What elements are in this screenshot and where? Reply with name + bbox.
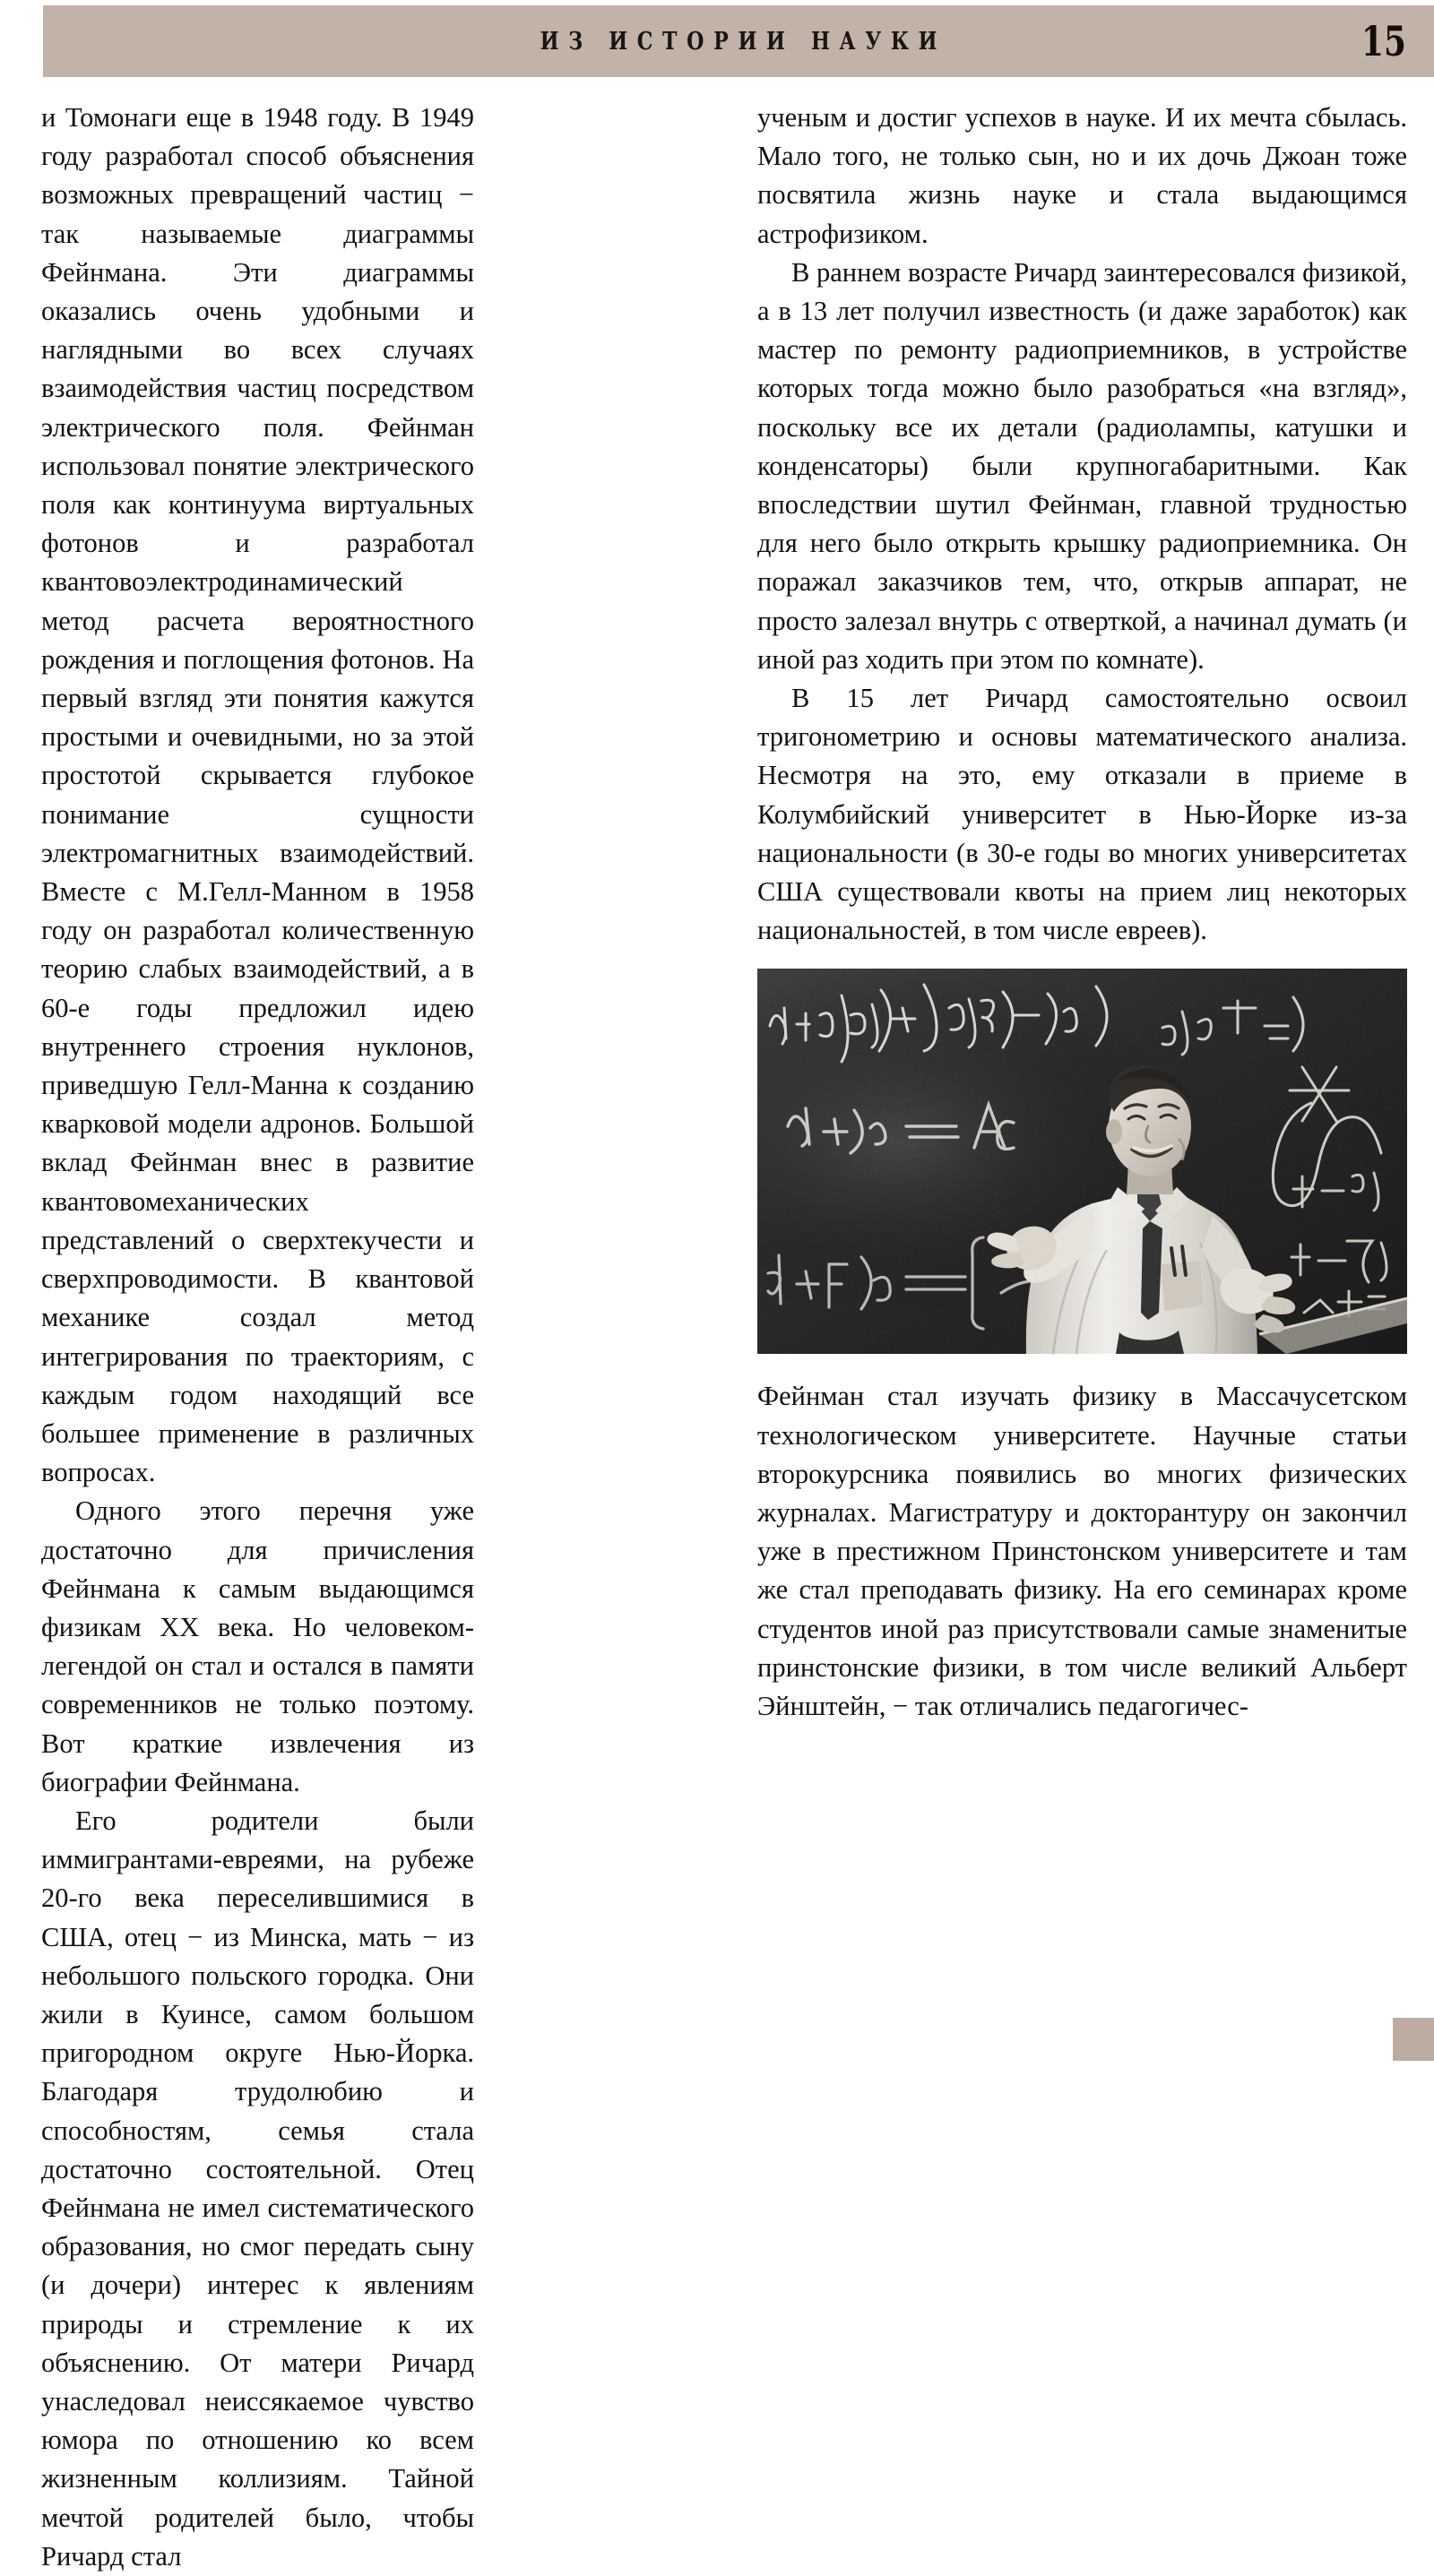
paragraph: Его родители были иммигрантами-евреями, на рубеже 20-го века переселившимися в США, отец − из Минска, мать − из небольшого польского городка. Они жили в Куинсе, самом большом пригородном округе Нью-Йорка. Благодаря трудолюбию и способностям, семья стала достаточно состоятельной. Отец Фейнмана не имел систематического образования, но смог передать сыну (и дочери) интерес к явлениям природы и стремление к их объяснению. От матери Ричард унаследовал неиссякаемое чувство юмора по отношению ко всем жизненным коллизиям. Тайной мечтой родителей было, чтобы Ричард стал	[41, 1805, 474, 2572]
text-column-left	[41, 99, 474, 2576]
paragraph: В 15 лет Ричард самостоятельно освоил тригонометрию и основы математического анализа. Несмотря на это, ему отказали в приеме в Колумбийский университет в Нью-Йорке из-за национальности (в 30-е годы во многих университетах США существовали квоты на прием лиц некоторых национальностей, в том числе евреев).	[757, 683, 1407, 946]
paragraph: В раннем возрасте Ричард заинтересовался физикой, а в 13 лет получил известность (и даже заработок) как мастер по ремонту радиоприемников, в устройстве которых тогда можно было разобраться «на взгляд», поскольку все их детали (радиолампы, катушки и конденсаторы) были крупногабаритными. Как впоследствии шутил Фейнман, главной трудностью для него было открыть крышку радиоприемника. Он поражал заказчиков тем, что, открыв аппарат, не просто залезал внутрь с отверткой, а начинал думать (и иной раз ходить при этом по комнате).	[757, 256, 1407, 675]
paragraph: Фейнман стал изучать физику в Массачусетском технологическом университете. Научные статьи второкурсника появились во многих физических журналах. Магистратуру и докторантуру он закончил уже в престижном Принстонском университете и там же стал преподавать физику. На его семинарах кроме студентов иной раз присутствовали самые знаменитые принстонские физики, в том числе великий Альберт Эйнштейн, − так отличались педагогичес-	[757, 1381, 1407, 1722]
feynman-blackboard-photo	[757, 969, 1407, 1354]
running-head	[43, 5, 1434, 77]
page-number: 15	[1361, 17, 1406, 65]
page-body	[0, 99, 1434, 2572]
running-head-title: ИЗ ИСТОРИИ НАУКИ	[540, 27, 947, 56]
page-corner-swatch	[1393, 2018, 1434, 2061]
feynman-blackboard-illustration	[757, 969, 1407, 1354]
paragraph: Одного этого перечня уже достаточно для причисления Фейнмана к самым выдающимся физикам XX века. Но человеком-легендой он стал и остался в памяти современников не только поэтому. Вот краткие извлечения из биографии Фейнмана.	[41, 1495, 474, 1797]
text-column-right	[757, 99, 1407, 1726]
paragraph: ученым и достиг успехов в науке. И их мечта сбылась. Мало того, не только сын, но и их дочь Джоан тоже посвятила жизнь науке и стала выдающимся астрофизиком.	[757, 102, 1407, 249]
paragraph: и Томонаги еще в 1948 году. В 1949 году разработал способ объяснения возможных превращений частиц − так называемые диаграммы Фейнмана. Эти диаграммы оказались очень удобными и наглядными во всех случаях взаимодействия частиц посредством электрического поля. Фейнман использовал понятие электрического поля как континуума виртуальных фотонов и разработал квантовоэлектродинамический метод расчета вероятностного рождения и поглощения фотонов. На первый взгляд эти понятия кажутся простыми и очевидными, но за этой простотой скрывается глубокое понимание сущности электромагнитных взаимодействий. Вместе с М.Гелл-Манном в 1958 году он разработал количественную теорию слабых взаимодействий, а в 60-е годы предложил идею внутреннего строения нуклонов, приведшую Гелл-Манна к созданию кварковой модели адронов. Большой вклад Фейнман внес в развитие квантовомеханических представлений о сверхтекучести и сверхпроводимости. В квантовой механике создал метод интегрирования по траекториям, с каждым годом находящий все большее применение в различных вопросах.	[41, 102, 474, 1488]
photo-gap	[757, 1354, 1407, 1377]
